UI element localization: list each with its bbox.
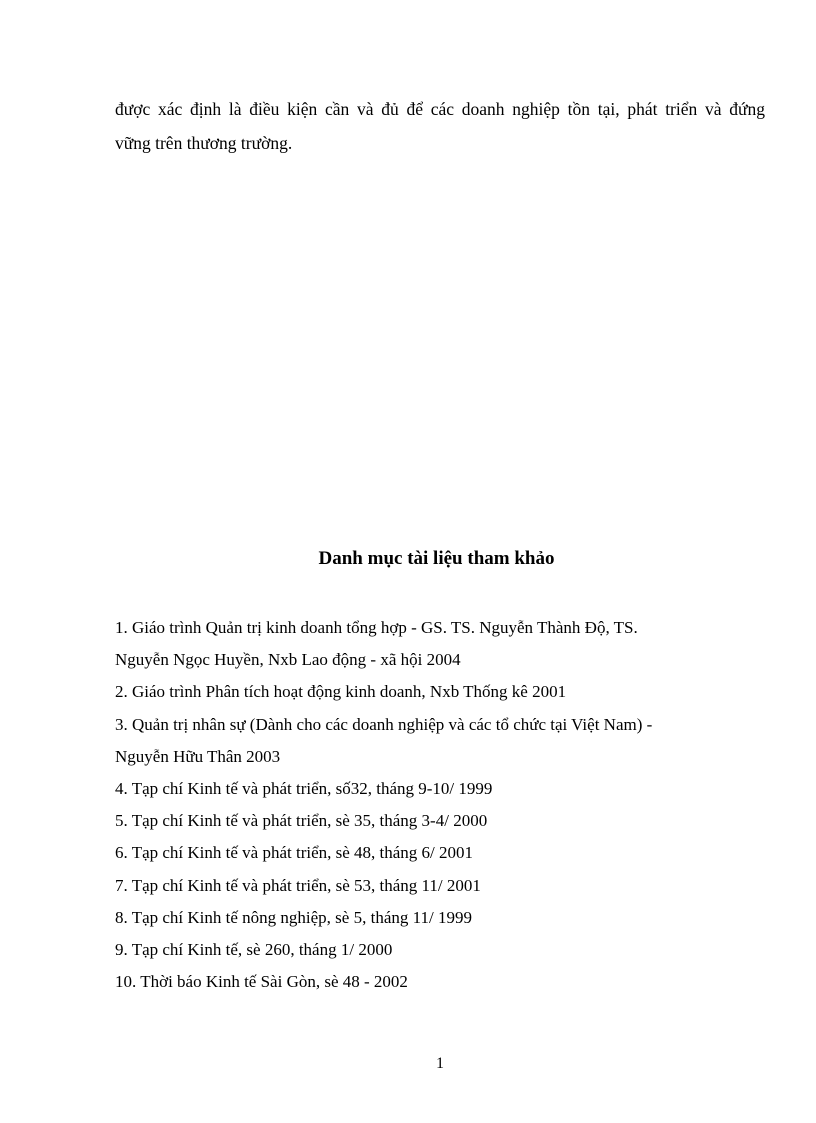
reference-item-9-line-1: 9. Tạp chí Kinh tế, sè 260, tháng 1/ 2000 [115,940,393,960]
intro-line-2: vững trên thương trường. [115,133,293,153]
references-heading: Danh mục tài liệu tham khảo [318,548,555,569]
reference-item-10-line-1: 10. Thời báo Kinh tế Sài Gòn, sè 48 - 2002 [115,972,408,992]
intro-paragraph [115,92,765,160]
reference-item-2 [115,676,755,708]
reference-item-7 [115,870,755,902]
reference-item-1-line-2: Nguyễn Ngọc Huyền, Nxb Lao động - xã hội 2004 [115,650,461,670]
intro-line-1: được xác định là điều kiện cần và đủ để các doanh nghiệp tồn tại, phát triển và đứng [115,99,765,119]
reference-item-2-line-1: 2. Giáo trình Phân tích hoạt động kinh doanh, Nxb Thống kê 2001 [115,682,567,702]
reference-item-3-line-2: Nguyễn Hữu Thân 2003 [115,746,281,766]
reference-item-5-line-1: 5. Tạp chí Kinh tế và phát triển, sè 35, tháng 3-4/ 2000 [115,811,488,831]
reference-item-7-line-1: 7. Tạp chí Kinh tế và phát triển, sè 53, tháng 11/ 2001 [115,875,481,895]
reference-item-5 [115,805,755,837]
reference-item-8 [115,902,755,934]
reference-item-10 [115,966,755,998]
reference-item-3 [115,709,755,773]
reference-item-1-line-1: 1. Giáo trình Quản trị kinh doanh tổng hợp - GS. TS. Nguyễn Thành Độ, TS. [115,618,638,637]
references-list [115,612,755,998]
reference-item-3-line-1: 3. Quản trị nhân sự (Dành cho các doanh nghiệp và các tổ chức tại Việt Nam) - [115,714,653,734]
reference-item-6-line-1: 6. Tạp chí Kinh tế và phát triển, sè 48, tháng 6/ 2001 [115,843,474,863]
reference-item-4 [115,773,755,805]
reference-item-6 [115,837,755,869]
reference-item-8-line-1: 8. Tạp chí Kinh tế nông nghiệp, sè 5, tháng 11/ 1999 [115,907,472,927]
page-number: 1 [436,1055,444,1072]
reference-item-4-line-1: 4. Tạp chí Kinh tế và phát triển, số32, tháng 9-10/ 1999 [115,779,493,799]
reference-item-1 [115,612,755,676]
reference-item-9 [115,934,755,966]
